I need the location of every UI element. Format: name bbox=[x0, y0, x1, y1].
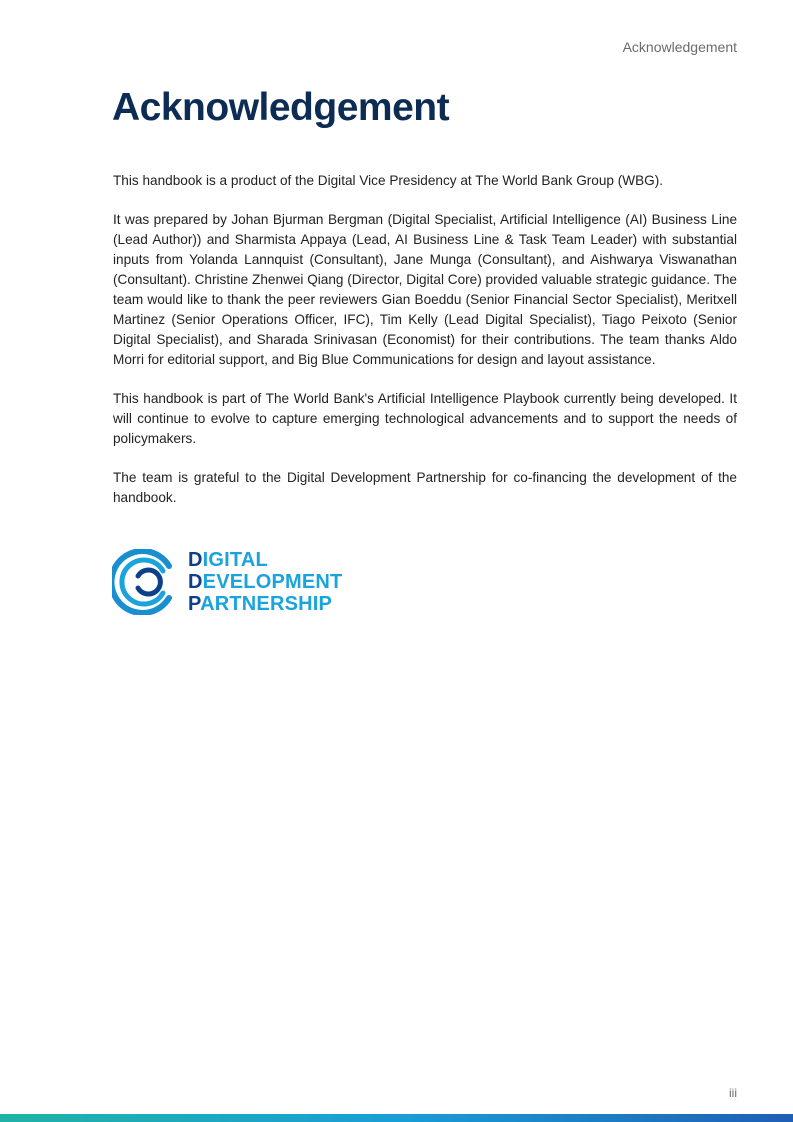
paragraph-playbook: This handbook is part of The World Bank's Artificial Intelligence Playbook currently being developed. It will continue to evolve to capture emerging technological advancements and to support the needs of policymakers. bbox=[113, 391, 737, 446]
ddp-logo bbox=[112, 549, 342, 615]
paragraph-intro: This handbook is a product of the Digital Vice Presidency at The World Bank Group (WBG). bbox=[113, 173, 664, 188]
logo-line-partnership: PARTNERSHIP bbox=[188, 593, 333, 615]
footer-gradient-bar bbox=[0, 1114, 793, 1122]
page-title: Acknowledgement bbox=[112, 86, 450, 129]
running-header: Acknowledgement bbox=[622, 39, 737, 55]
paragraph-financing: The team is grateful to the Digital Development Partnership for co-financing the development of the handbook. bbox=[113, 470, 737, 505]
logo-line-development: DEVELOPMENT bbox=[188, 571, 343, 593]
logo-line-digital: DIGITAL bbox=[188, 549, 268, 571]
acknowledgement-body bbox=[113, 171, 737, 527]
page-number: iii bbox=[729, 1086, 737, 1100]
digital-development-partnership-logo-icon bbox=[112, 549, 178, 615]
paragraph-contributors: It was prepared by Johan Bjurman Bergman (Digital Specialist, Artificial Intelligence (AI) Business Line (Lead Author)) and Sharmista Appaya (Lead, AI Business Line & Task Team Leader) with substantial inputs from Yolanda Lannquist (Consultant), Jane Munga (Consultant), and Aishwarya Viswanathan (Consultant). Christine Zhenwei Qiang (Director, Digital Core) provided valuable strategic guidance. The team would like to thank the peer reviewers Gian Boeddu (Senior Financial Sector Specialist), Meritxell Martinez (Senior Operations Officer, IFC), Tim Kelly (Lead Digital Specialist), Tiago Peixoto (Senior Digital Specialist), and Sharada Srinivasan (Economist) for their contributions. The team thanks Aldo Morri for editorial support, and Big Blue Communications for design and layout assistance. bbox=[113, 212, 737, 367]
logo-wordmark bbox=[188, 549, 342, 615]
